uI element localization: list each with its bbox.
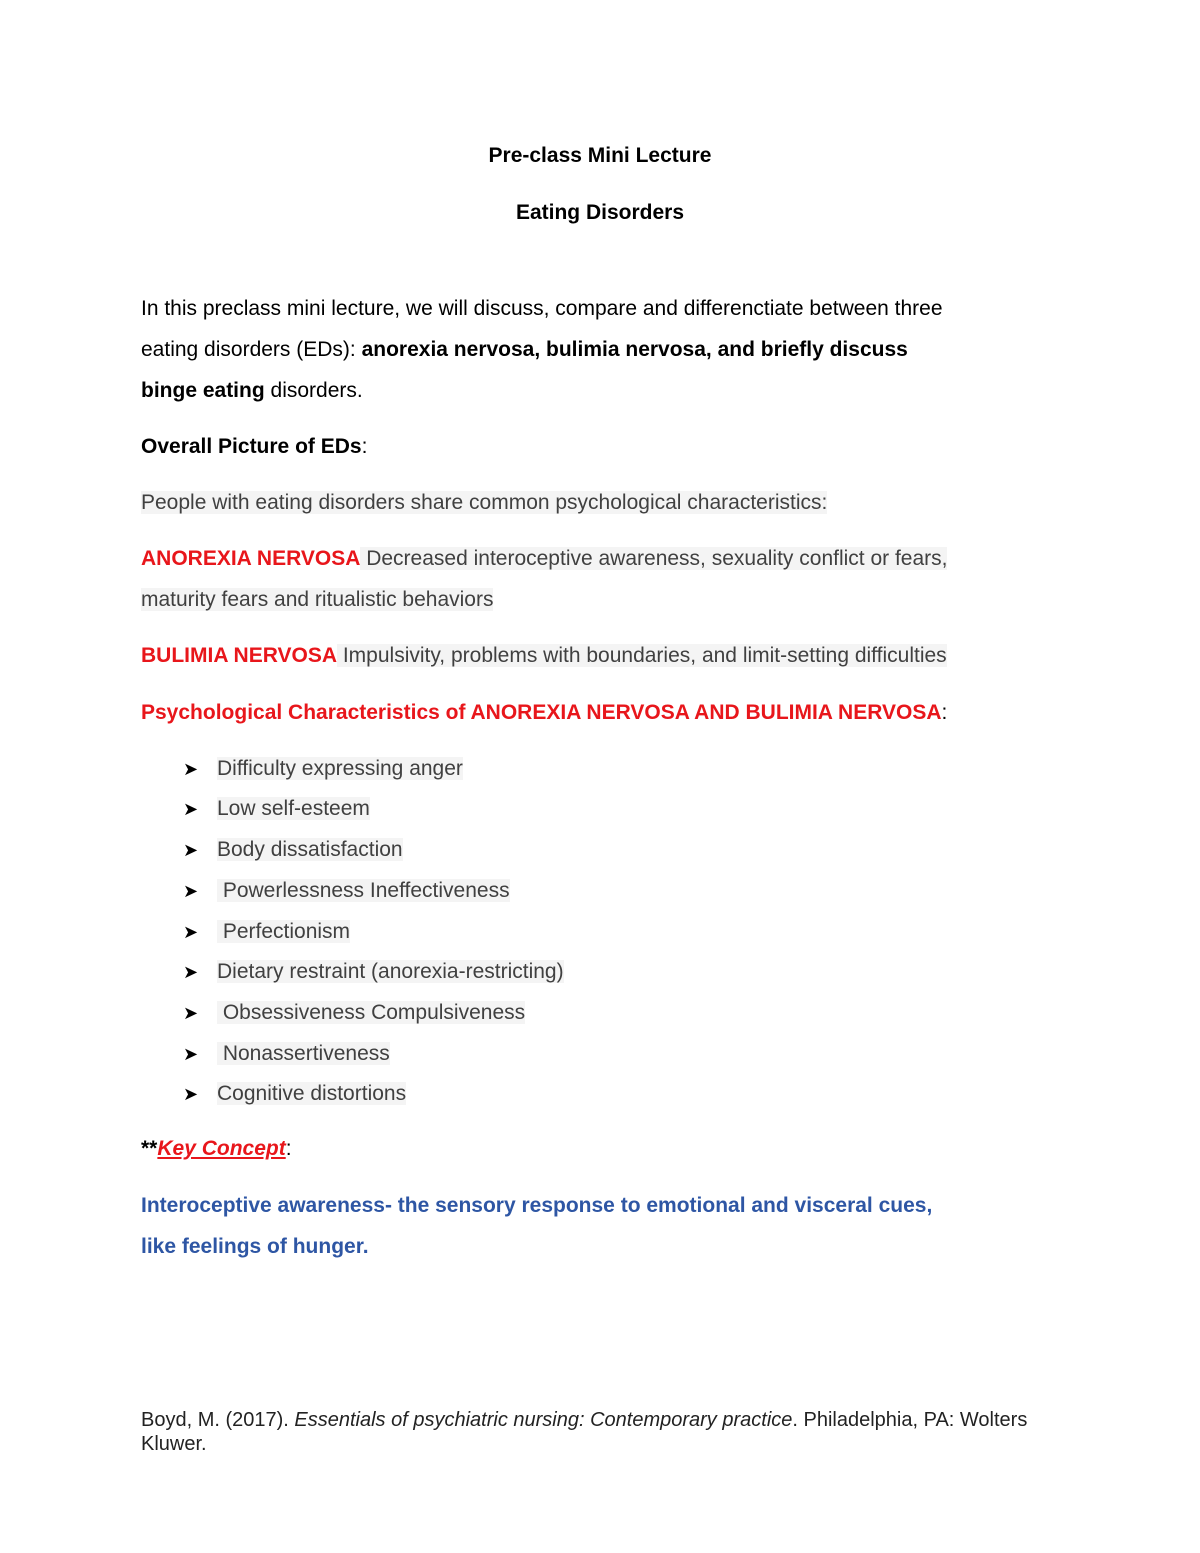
key-concept-prefix: ** xyxy=(141,1137,158,1160)
bulimia-label: BULIMIA NERVOSA xyxy=(141,644,338,667)
page-subtitle: Eating Disorders xyxy=(515,201,685,224)
characteristics-heading xyxy=(141,700,947,726)
anorexia-text-1: Decreased interoceptive awareness, sexuality conflict or fears, xyxy=(360,547,948,570)
list-item-text: Low self-esteem xyxy=(217,797,370,820)
characteristics-heading-text: Psychological Characteristics of ANOREXIA NERVOSA AND BULIMIA NERVOSA xyxy=(141,701,942,724)
reference xyxy=(141,1408,1061,1456)
arrow-bullet-icon: ➤ xyxy=(183,759,199,779)
list-item xyxy=(183,878,510,904)
key-concept-line-1: Interoceptive awareness- the sensory response to emotional and visceral cues, xyxy=(141,1194,933,1217)
intro-line-2 xyxy=(141,337,908,363)
intro-bold-3: binge eating xyxy=(141,379,265,402)
list-item-text: Obsessiveness Compulsiveness xyxy=(217,1001,526,1024)
key-concept-label: Key Concept xyxy=(157,1137,286,1160)
key-concept-heading xyxy=(141,1136,292,1162)
arrow-bullet-icon: ➤ xyxy=(183,1044,199,1064)
list-item xyxy=(183,756,463,782)
list-item-text: Cognitive distortions xyxy=(217,1082,407,1105)
arrow-bullet-icon: ➤ xyxy=(183,922,199,942)
intro-line-3 xyxy=(141,378,363,404)
arrow-bullet-icon: ➤ xyxy=(183,1003,199,1023)
list-item xyxy=(183,837,403,863)
characteristics-heading-colon: : xyxy=(941,701,948,724)
anorexia-label: ANOREXIA NERVOSA xyxy=(141,547,361,570)
intro-line-1 xyxy=(141,296,943,322)
arrow-bullet-icon: ➤ xyxy=(183,799,199,819)
page-title: Pre-class Mini Lecture xyxy=(488,144,712,167)
list-item-text: Powerlessness Ineffectiveness xyxy=(217,879,510,902)
anorexia-line-1 xyxy=(141,546,947,572)
list-item xyxy=(183,959,564,985)
overall-heading-colon: : xyxy=(361,435,368,458)
list-item xyxy=(183,1041,390,1067)
overall-lead xyxy=(141,490,827,516)
list-item xyxy=(183,1000,525,1026)
list-item xyxy=(183,919,350,945)
key-concept-line-2: like feelings of hunger. xyxy=(141,1235,369,1258)
arrow-bullet-icon: ➤ xyxy=(183,840,199,860)
arrow-bullet-icon: ➤ xyxy=(183,962,199,982)
overall-lead-text: People with eating disorders share common psychological characteristics: xyxy=(141,491,828,514)
reference-author: Boyd, M. (2017). xyxy=(141,1409,295,1431)
bulimia-line xyxy=(141,643,947,669)
list-item-text: Dietary restraint (anorexia-restricting) xyxy=(217,960,564,983)
anorexia-line-2 xyxy=(141,587,493,613)
bulimia-text: Impulsivity, problems with boundaries, and limit-setting difficulties xyxy=(337,644,947,667)
anorexia-text-2: maturity fears and ritualistic behaviors xyxy=(141,588,494,611)
list-item-text: Body dissatisfaction xyxy=(217,838,403,861)
list-item-text: Difficulty expressing anger xyxy=(217,757,463,780)
intro-text-3: disorders. xyxy=(264,379,363,402)
list-item-text: Nonassertiveness xyxy=(217,1042,390,1065)
reference-publisher: . Philadelphia, PA: Wolters Kluwer. xyxy=(141,1409,1028,1455)
list-item xyxy=(183,796,370,822)
intro-bold-2: anorexia nervosa, bulimia nervosa, and briefly discuss xyxy=(361,338,908,361)
arrow-bullet-icon: ➤ xyxy=(183,881,199,901)
reference-title: Essentials of psychiatric nursing: Contemporary practice xyxy=(294,1409,793,1431)
overall-heading xyxy=(141,434,367,460)
intro-text-2: eating disorders (EDs): xyxy=(141,338,362,361)
overall-heading-text: Overall Picture of EDs xyxy=(141,435,362,458)
list-item xyxy=(183,1081,406,1107)
key-concept-colon: : xyxy=(285,1137,292,1160)
arrow-bullet-icon: ➤ xyxy=(183,1084,199,1104)
list-item-text: Perfectionism xyxy=(217,920,351,943)
intro-text-1: In this preclass mini lecture, we will discuss, compare and differenctiate between three xyxy=(141,297,943,320)
